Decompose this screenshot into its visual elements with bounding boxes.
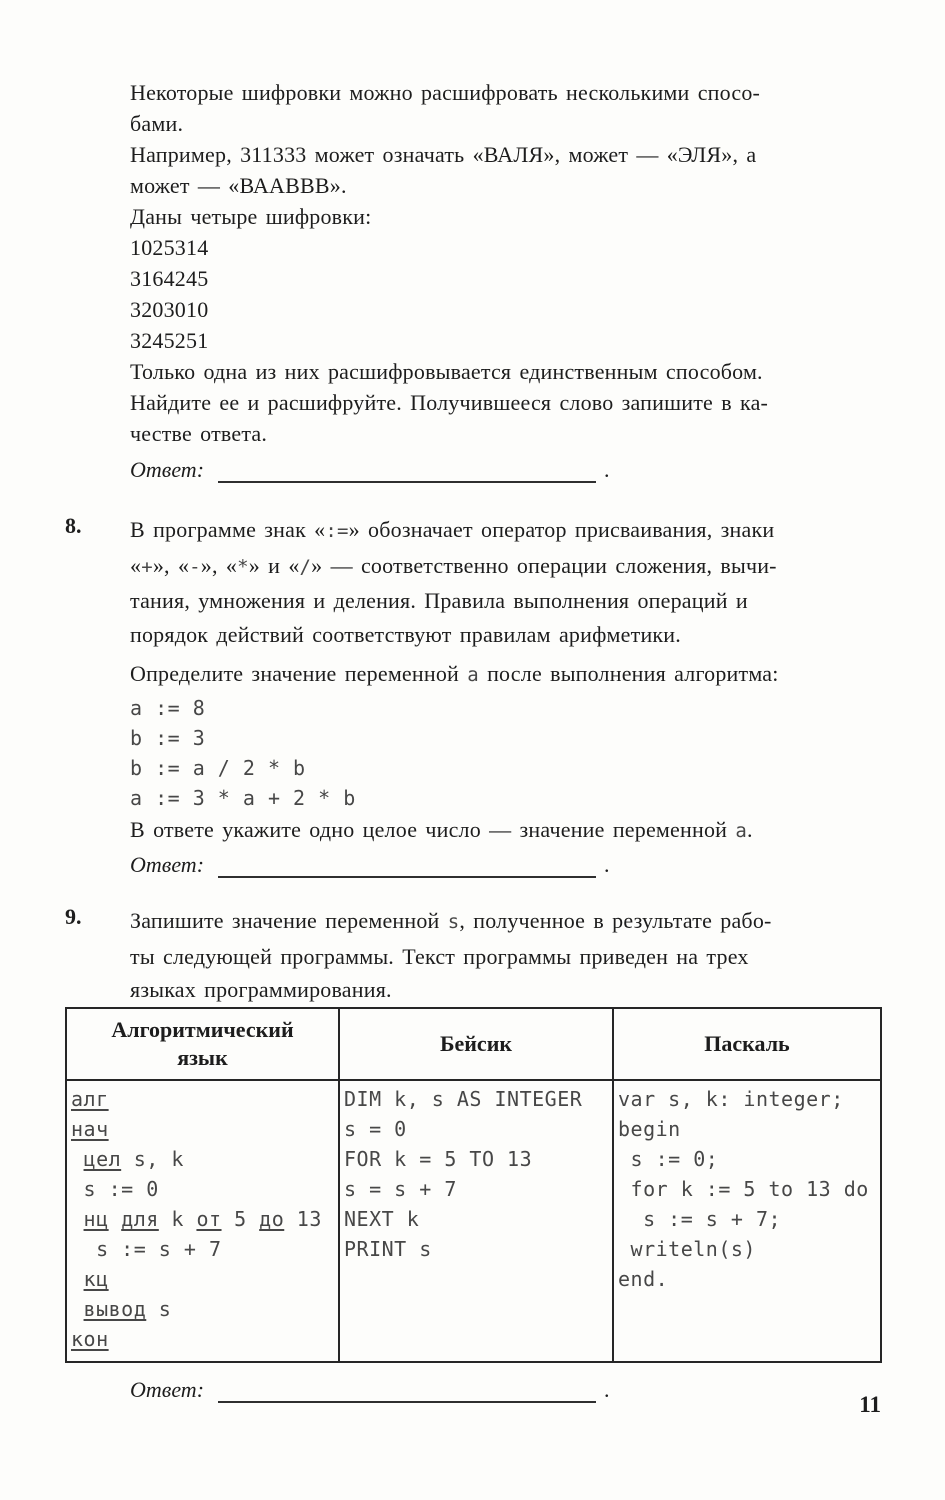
text-segment: », « bbox=[200, 552, 238, 578]
inline-code: a bbox=[735, 819, 747, 842]
text-line: Например, 311333 может означать «ВАЛЯ», может — «ЭЛЯ», а bbox=[130, 142, 757, 167]
text-segment: », « bbox=[152, 552, 190, 578]
answer-label: Ответ: bbox=[130, 852, 205, 877]
keyword-underlined: нц bbox=[83, 1206, 109, 1231]
keyword-underlined: кон bbox=[71, 1326, 109, 1351]
text-segment: после выполнения алгоритма: bbox=[478, 661, 779, 686]
text-segment: s bbox=[146, 1296, 172, 1321]
inline-code: a bbox=[467, 664, 479, 686]
text-line: ты следующей программы. Текст программы приведен на трех bbox=[130, 943, 749, 969]
text-segment: 5 bbox=[221, 1206, 260, 1231]
programs-table-code-row bbox=[66, 1080, 881, 1362]
text-segment bbox=[71, 1297, 84, 1321]
text-segment: В программе знак « bbox=[130, 517, 326, 542]
text-line: s := 0; bbox=[618, 1146, 719, 1171]
text-segment: . bbox=[746, 816, 753, 842]
answer-label: Ответ: bbox=[130, 457, 205, 482]
task-8-prompt bbox=[130, 657, 882, 693]
programs-table-header-row bbox=[66, 1008, 881, 1080]
basic-code-cell bbox=[339, 1080, 613, 1362]
keyword-underlined: нач bbox=[71, 1116, 109, 1141]
inline-code: / bbox=[299, 555, 312, 578]
pascal-code-cell bbox=[613, 1080, 881, 1362]
text-line: FOR k = 5 TO 13 bbox=[344, 1146, 533, 1171]
keyword-underlined: для bbox=[121, 1206, 159, 1231]
text-line: var s, k: integer; bbox=[618, 1086, 844, 1111]
task-8 bbox=[65, 513, 882, 890]
text-segment: В ответе укажите одно целое число — значение переменной bbox=[130, 816, 736, 842]
answer-blank bbox=[218, 481, 596, 483]
text-line: 3245251 bbox=[130, 328, 209, 353]
text-line: begin bbox=[618, 1116, 681, 1141]
inline-code: s bbox=[447, 911, 460, 933]
inline-code: := bbox=[325, 520, 349, 542]
text-line: s := s + 7; bbox=[618, 1206, 782, 1231]
answer-row-task9 bbox=[130, 1377, 882, 1415]
col-header-label: Алгоритмический язык bbox=[111, 1016, 294, 1070]
text-line: 1025314 bbox=[130, 235, 209, 260]
text-segment: « bbox=[130, 552, 142, 578]
task-9-statement bbox=[130, 904, 882, 1007]
text-line: 3164245 bbox=[130, 266, 209, 291]
text-segment bbox=[71, 1207, 84, 1231]
text-line: b := a / 2 * b bbox=[130, 755, 306, 780]
inline-code: * bbox=[237, 555, 249, 578]
text-segment: k bbox=[158, 1206, 197, 1231]
task-8-statement bbox=[130, 513, 882, 651]
text-line: Только одна из них расшифровывается единственным способом. bbox=[130, 359, 763, 384]
col-header-label: Бейсик bbox=[439, 1030, 513, 1056]
programs-table bbox=[65, 1007, 882, 1363]
task-8-code bbox=[130, 693, 882, 813]
inline-code: + bbox=[141, 555, 153, 578]
text-line: writeln(s) bbox=[618, 1236, 756, 1261]
keyword-underlined: вывод bbox=[83, 1296, 147, 1321]
text-line: s = s + 7 bbox=[344, 1176, 457, 1201]
col-header-label: Паскаль bbox=[704, 1030, 790, 1056]
text-line bbox=[71, 1264, 335, 1294]
text-segment: 13 bbox=[284, 1206, 322, 1231]
text-line: бами. bbox=[130, 111, 184, 136]
text-segment: » обозначает оператор присваивания, знаки bbox=[348, 517, 775, 542]
task-8-number: 8. bbox=[65, 513, 82, 538]
text-line: NEXT k bbox=[344, 1206, 420, 1231]
text-segment: , полученное в результате рабо- bbox=[459, 908, 772, 933]
answer-blank bbox=[218, 876, 596, 878]
text-line: может — «ВААВВВ». bbox=[130, 173, 347, 198]
text-line: DIM k, s AS INTEGER bbox=[344, 1086, 583, 1111]
text-segment: » и « bbox=[248, 552, 300, 578]
text-segment bbox=[109, 1207, 122, 1231]
text-line: s := s + 7 bbox=[71, 1236, 222, 1261]
text-line: b := 3 bbox=[130, 725, 206, 750]
text-line: a := 3 * a + 2 * b bbox=[130, 785, 356, 810]
answer-row-task7 bbox=[130, 457, 882, 495]
text-segment: » — соответственно операции сложения, вычи- bbox=[311, 552, 777, 578]
text-line: Даны четыре шифровки: bbox=[130, 204, 372, 229]
col-header-basic bbox=[339, 1008, 613, 1080]
text-line bbox=[71, 1084, 335, 1114]
text-segment bbox=[71, 1147, 84, 1171]
task-8-note bbox=[130, 813, 882, 849]
text-line bbox=[71, 1204, 335, 1234]
text-line bbox=[130, 813, 882, 849]
task7-text-block bbox=[130, 77, 882, 495]
algorithmic-code-cell bbox=[66, 1080, 339, 1362]
text-line bbox=[130, 513, 882, 549]
keyword-underlined: цел bbox=[83, 1146, 122, 1171]
text-line: for k := 5 to 13 do bbox=[618, 1176, 869, 1201]
keyword-underlined: от bbox=[196, 1206, 222, 1231]
page-number: 11 bbox=[859, 1392, 881, 1417]
task-9-number: 9. bbox=[65, 904, 82, 929]
col-header-pascal bbox=[613, 1008, 881, 1080]
keyword-underlined: алг bbox=[71, 1086, 109, 1111]
keyword-underlined: кц bbox=[83, 1266, 109, 1291]
text-line bbox=[71, 1144, 335, 1174]
text-line bbox=[71, 1114, 335, 1144]
answer-blank bbox=[218, 1401, 596, 1403]
answer-suffix: . bbox=[604, 1376, 610, 1402]
text-line: Некоторые шифровки можно расшифровать несколькими спосо- bbox=[130, 80, 761, 105]
text-line: порядок действий соответствуют правилам арифметики. bbox=[130, 621, 681, 647]
answer-suffix: . bbox=[604, 457, 610, 482]
text-line: end. bbox=[618, 1266, 669, 1291]
text-segment: Запишите значение переменной bbox=[130, 908, 448, 933]
inline-code: - bbox=[189, 555, 201, 578]
text-segment: Определите значение переменной bbox=[130, 661, 468, 686]
text-line: s = 0 bbox=[344, 1116, 407, 1141]
text-line bbox=[71, 1324, 335, 1354]
keyword-underlined: до bbox=[259, 1206, 285, 1231]
text-line: языках программирования. bbox=[130, 977, 392, 1002]
text-line bbox=[130, 657, 882, 693]
text-line: Найдите ее и расшифруйте. Получившееся слово запишите в ка- bbox=[130, 390, 769, 415]
answer-row-task8 bbox=[130, 852, 882, 890]
task7-lines bbox=[130, 77, 882, 449]
text-line: тания, умножения и деления. Правила выполнения операций и bbox=[130, 588, 748, 613]
col-header-algorithmic-language bbox=[66, 1008, 339, 1080]
text-line bbox=[130, 904, 882, 940]
answer-label: Ответ: bbox=[130, 1376, 205, 1402]
text-line bbox=[130, 549, 882, 585]
text-segment: s, k bbox=[121, 1146, 184, 1171]
text-line: s := 0 bbox=[71, 1176, 159, 1201]
text-line: a := 8 bbox=[130, 695, 206, 720]
text-line: PRINT s bbox=[344, 1236, 432, 1261]
text-line: честве ответа. bbox=[130, 421, 268, 446]
text-segment bbox=[71, 1267, 84, 1291]
task-9 bbox=[65, 904, 882, 1415]
text-line: 3203010 bbox=[130, 297, 209, 322]
text-line bbox=[71, 1294, 335, 1324]
page-content bbox=[65, 77, 882, 1415]
answer-suffix: . bbox=[604, 852, 610, 877]
